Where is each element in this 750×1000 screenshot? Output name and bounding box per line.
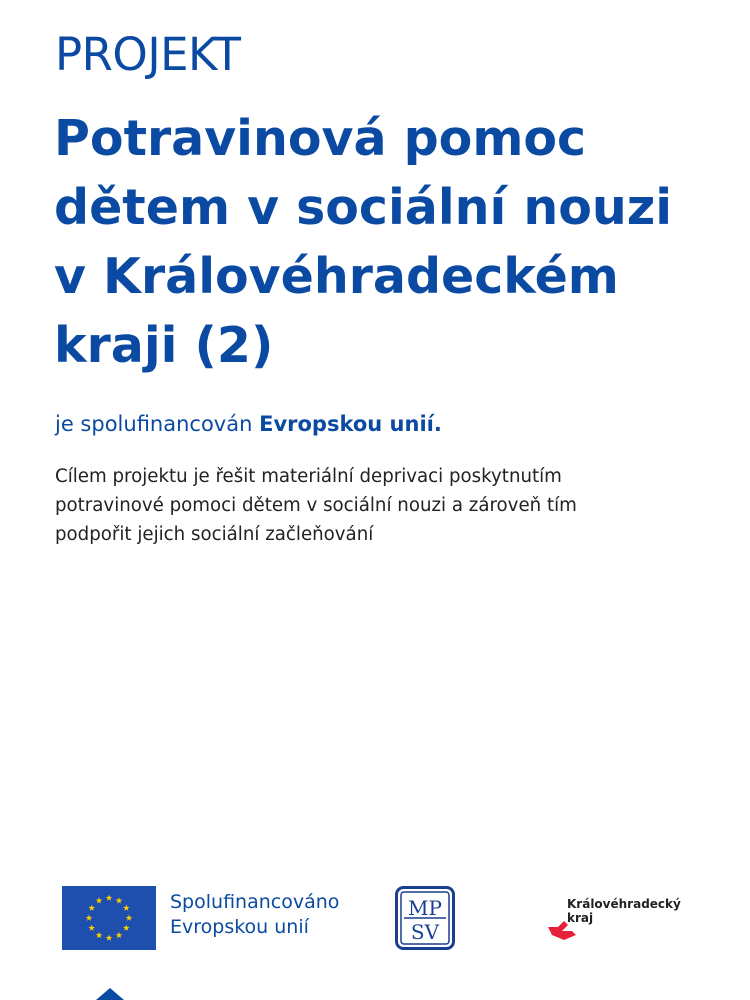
description-line: podpořit jejich sociální začleňování [55,524,374,545]
cofinance-statement [55,409,442,439]
description-line: Cílem projektu je řešit materiální deprivaci poskytnutím [55,466,562,487]
eu-cofunded-logo [62,886,357,950]
kraj-logo-line: Královéhradecký [567,897,681,911]
cofinance-highlight: Evropskou unií. [259,412,442,436]
description-line: potravinové pomoci dětem v sociální nouzi a zároveň tím [55,495,577,516]
project-title [54,104,734,380]
mpsv-logo [395,886,455,950]
kraj-logo-text [567,897,681,925]
project-title-line: kraji (2) [54,317,274,374]
bottom-arrow-icon [96,988,124,1000]
project-title-line: Potravinová pomoc [54,110,587,167]
cofinance-prefix: je spolufinancován [55,412,253,436]
mpsv-letters-bottom: SV [410,920,440,944]
project-title-line: v Královéhradeckém [54,248,619,305]
mpsv-letters-top: MP [408,896,442,920]
kraj-logo-line: kraj [567,911,594,925]
project-title-line: dětem v sociální nouzi [54,179,673,236]
eu-logo-text [170,890,339,940]
project-label: PROJEKT [55,28,241,81]
project-description [55,462,695,549]
kralovehradecky-kraj-logo [546,897,706,943]
eu-logo-line: Spolufinancováno [170,891,340,913]
eu-logo-line: Evropskou unií [170,916,309,938]
eu-flag-icon [62,886,156,950]
kraj-heart-icon [546,919,580,941]
